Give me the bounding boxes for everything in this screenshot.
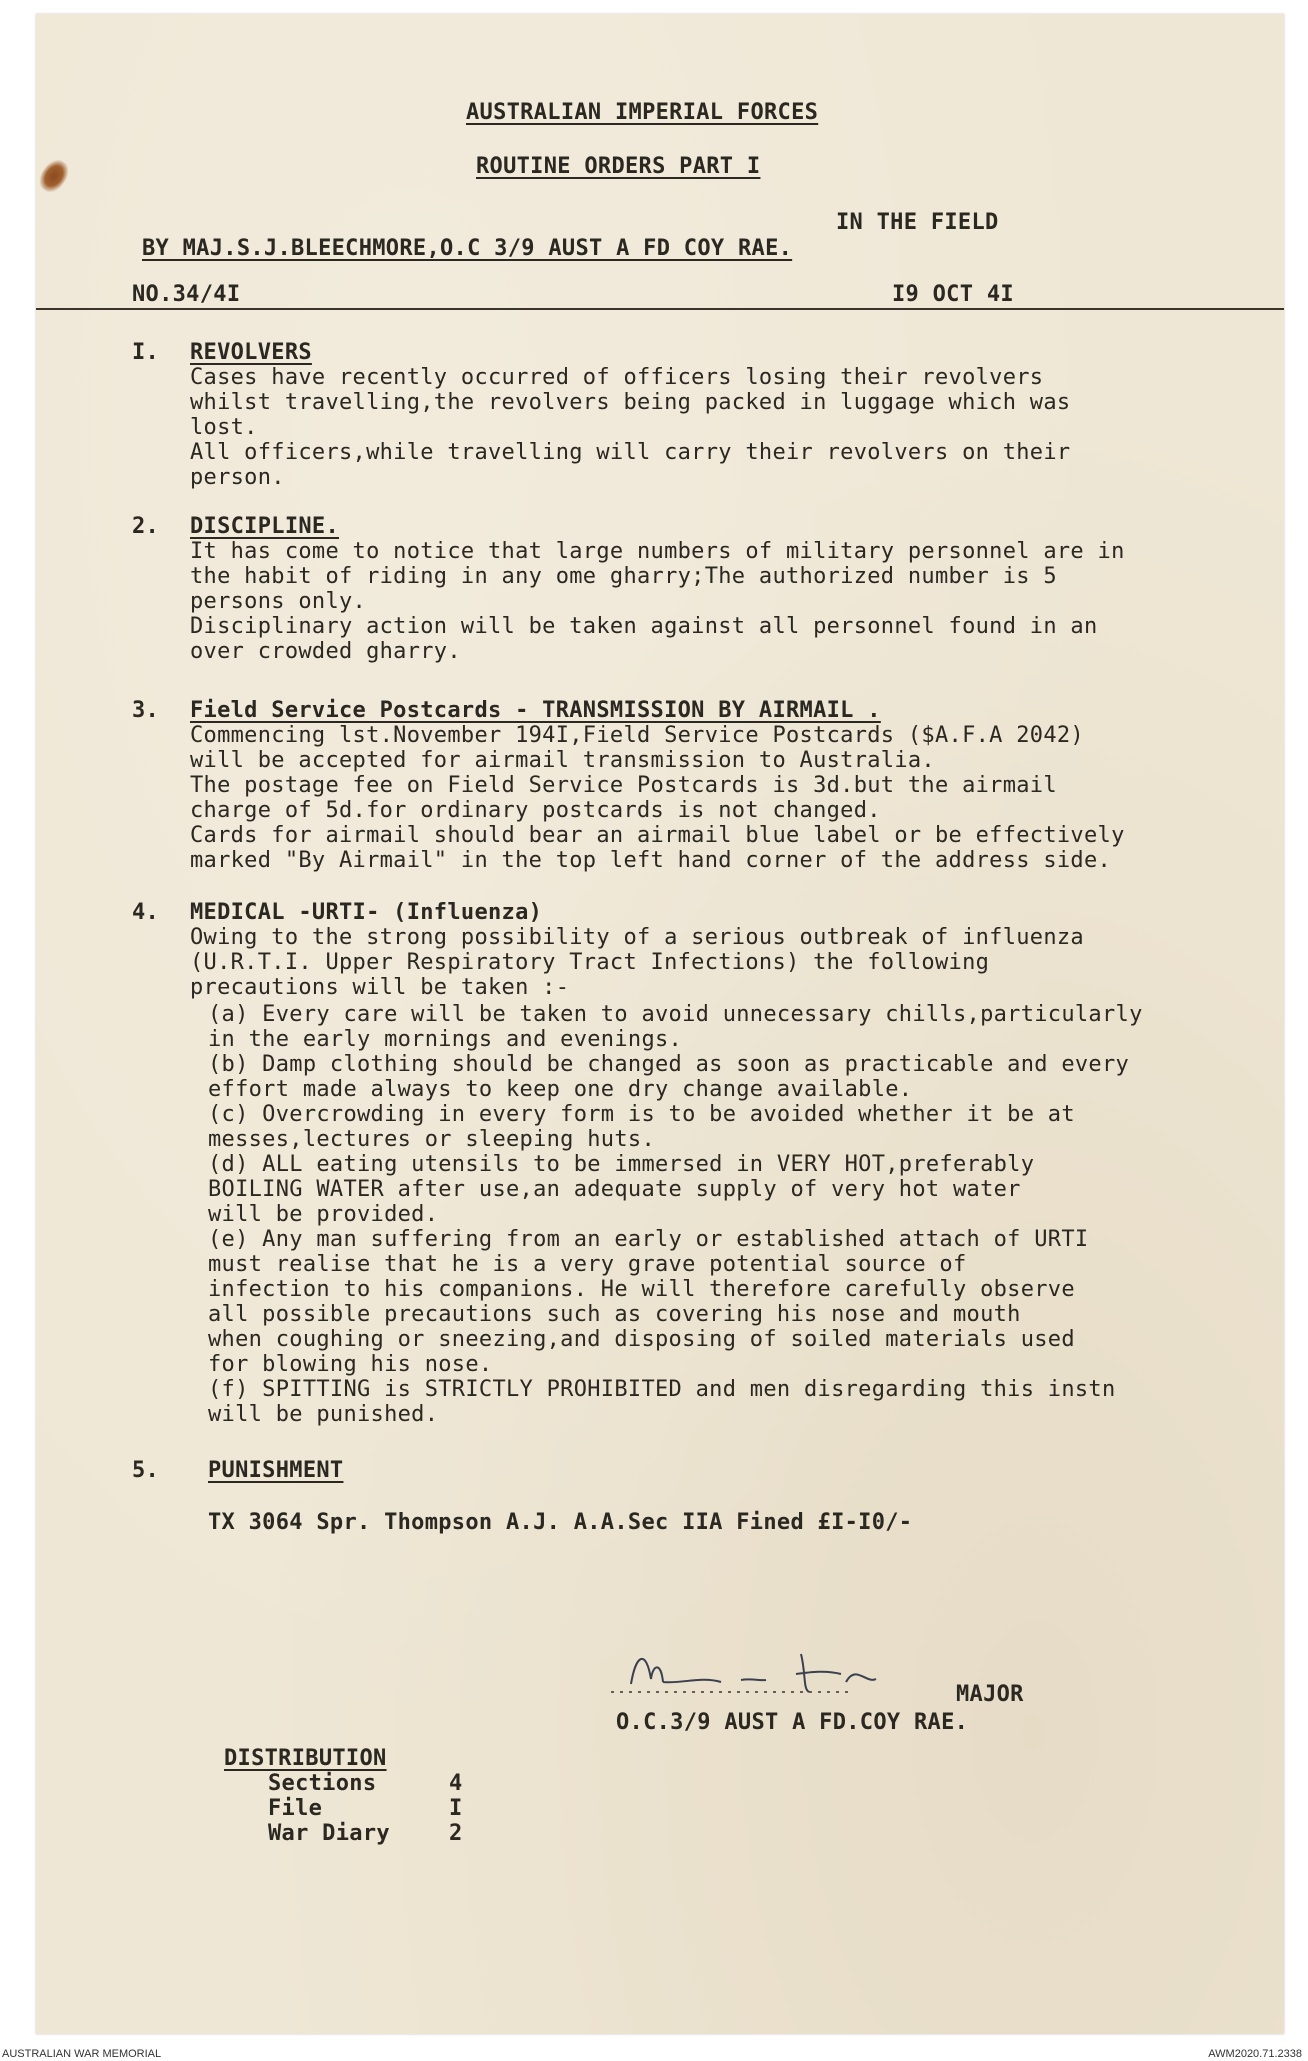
precautions-list bbox=[208, 1002, 1143, 1427]
section-heading: MEDICAL -URTI- (Influenza) bbox=[190, 900, 543, 925]
list-item-line: will be provided. bbox=[208, 1202, 439, 1227]
list-item-line: effort made always to keep one dry change available. bbox=[208, 1077, 913, 1102]
section-heading: Field Service Postcards - TRANSMISSION BY AIRMAIL . bbox=[190, 698, 881, 723]
order-date: I9 OCT 4I bbox=[892, 282, 1014, 307]
list-item-line: when coughing or sneezing,and disposing of soiled materials used bbox=[208, 1327, 1075, 1352]
text-line: Owing to the strong possibility of a serious outbreak of influenza bbox=[190, 925, 1084, 950]
section-body bbox=[190, 925, 1084, 1000]
section-heading: REVOLVERS bbox=[190, 340, 312, 365]
text-line: It has come to notice that large numbers of military personnel are in bbox=[190, 539, 1125, 564]
list-item-line: (d) ALL eating utensils to be immersed in VERY HOT,preferably bbox=[208, 1152, 1035, 1177]
text-line: charge of 5d.for ordinary postcards is not changed. bbox=[190, 798, 881, 823]
list-item-line: (b) Damp clothing should be changed as soon as practicable and every bbox=[208, 1052, 1130, 1077]
text-line: (U.R.T.I. Upper Respiratory Tract Infections) the following bbox=[190, 950, 990, 975]
text-line: whilst travelling,the revolvers being packed in luggage which was bbox=[190, 390, 1071, 415]
document-page bbox=[36, 14, 1284, 2034]
document-title: AUSTRALIAN IMPERIAL FORCES bbox=[466, 100, 819, 125]
text-line: Disciplinary action will be taken against all personnel found in an bbox=[190, 614, 1098, 639]
text-line: person. bbox=[190, 465, 285, 490]
section-body bbox=[190, 539, 1125, 664]
text-line: marked "By Airmail" in the top left hand corner of the address side. bbox=[190, 848, 1112, 873]
text-line: the habit of riding in any ome gharry;The authorized number is 5 bbox=[190, 564, 1057, 589]
list-item-line: for blowing his nose. bbox=[208, 1352, 493, 1377]
distribution-label: War Diary bbox=[268, 1821, 390, 1846]
text-line: lost. bbox=[190, 415, 258, 440]
distribution-qty: I bbox=[449, 1796, 463, 1821]
issuer-line: BY MAJ.S.J.BLEECHMORE,O.C 3/9 AUST A FD COY RAE. bbox=[142, 236, 793, 261]
text-line: will be accepted for airmail transmission to Australia. bbox=[190, 748, 935, 773]
signature-unit: O.C.3/9 AUST A FD.COY RAE. bbox=[616, 1710, 969, 1735]
distribution-qty: 4 bbox=[449, 1771, 463, 1796]
document-subtitle: ROUTINE ORDERS PART I bbox=[476, 154, 761, 179]
text-line: persons only. bbox=[190, 589, 367, 614]
list-item-line: infection to his companions. He will therefore carefully observe bbox=[208, 1277, 1075, 1302]
text-line: over crowded gharry. bbox=[190, 639, 461, 664]
section-number: 5. bbox=[132, 1458, 160, 1483]
section-number: 2. bbox=[132, 514, 160, 539]
section-heading: PUNISHMENT bbox=[208, 1458, 344, 1483]
distribution-heading: DISTRIBUTION bbox=[224, 1746, 387, 1771]
distribution-label: File bbox=[268, 1796, 323, 1821]
list-item-line: (a) Every care will be taken to avoid unnecessary chills,particularly bbox=[208, 1002, 1143, 1027]
section-body bbox=[190, 723, 1125, 873]
handwritten-signature bbox=[591, 1634, 1011, 1704]
text-line: Commencing lst.November 194I,Field Service Postcards ($A.F.A 2042) bbox=[190, 723, 1084, 748]
list-item-line: (e) Any man suffering from an early or established attach of URTI bbox=[208, 1227, 1089, 1252]
list-item-line: messes,lectures or sleeping huts. bbox=[208, 1127, 655, 1152]
section-body bbox=[190, 365, 1070, 490]
section-number: 3. bbox=[132, 698, 160, 723]
text-line: Cards for airmail should bear an airmail blue label or be effectively bbox=[190, 823, 1125, 848]
text-line: All officers,while travelling will carry their revolvers on their bbox=[190, 440, 1071, 465]
order-number: NO.34/4I bbox=[132, 282, 241, 307]
list-item-line: BOILING WATER after use,an adequate supply of very hot water bbox=[208, 1177, 1021, 1202]
text-line: Cases have recently occurred of officers losing their revolvers bbox=[190, 365, 1044, 390]
signature-rank: MAJOR bbox=[956, 1682, 1024, 1707]
list-item-line: (f) SPITTING is STRICTLY PROHIBITED and men disregarding this instn bbox=[208, 1377, 1116, 1402]
list-item-line: must realise that he is a very grave potential source of bbox=[208, 1252, 967, 1277]
distribution-qty: 2 bbox=[449, 1821, 463, 1846]
archive-credit: AUSTRALIAN WAR MEMORIAL bbox=[2, 2048, 162, 2060]
list-item-line: (c) Overcrowding in every form is to be avoided whether it be at bbox=[208, 1102, 1075, 1127]
distribution-label: Sections bbox=[268, 1771, 377, 1796]
section-number: 4. bbox=[132, 900, 160, 925]
text-line: The postage fee on Field Service Postcards is 3d.but the airmail bbox=[190, 773, 1057, 798]
punishment-entry: TX 3064 Spr. Thompson A.J. A.A.Sec IIA Fined £I-I0/- bbox=[208, 1510, 913, 1535]
text-line: precautions will be taken :- bbox=[190, 975, 570, 1000]
rust-stain bbox=[34, 155, 73, 197]
list-item-line: in the early mornings and evenings. bbox=[208, 1027, 683, 1052]
location-line: IN THE FIELD bbox=[836, 210, 999, 235]
header-rule bbox=[36, 308, 1284, 310]
archive-reference: AWM2020.71.2338 bbox=[1208, 2048, 1302, 2060]
section-number: I. bbox=[132, 340, 160, 365]
section-heading: DISCIPLINE. bbox=[190, 514, 339, 539]
list-item-line: all possible precautions such as covering his nose and mouth bbox=[208, 1302, 1021, 1327]
list-item-line: will be punished. bbox=[208, 1402, 439, 1427]
